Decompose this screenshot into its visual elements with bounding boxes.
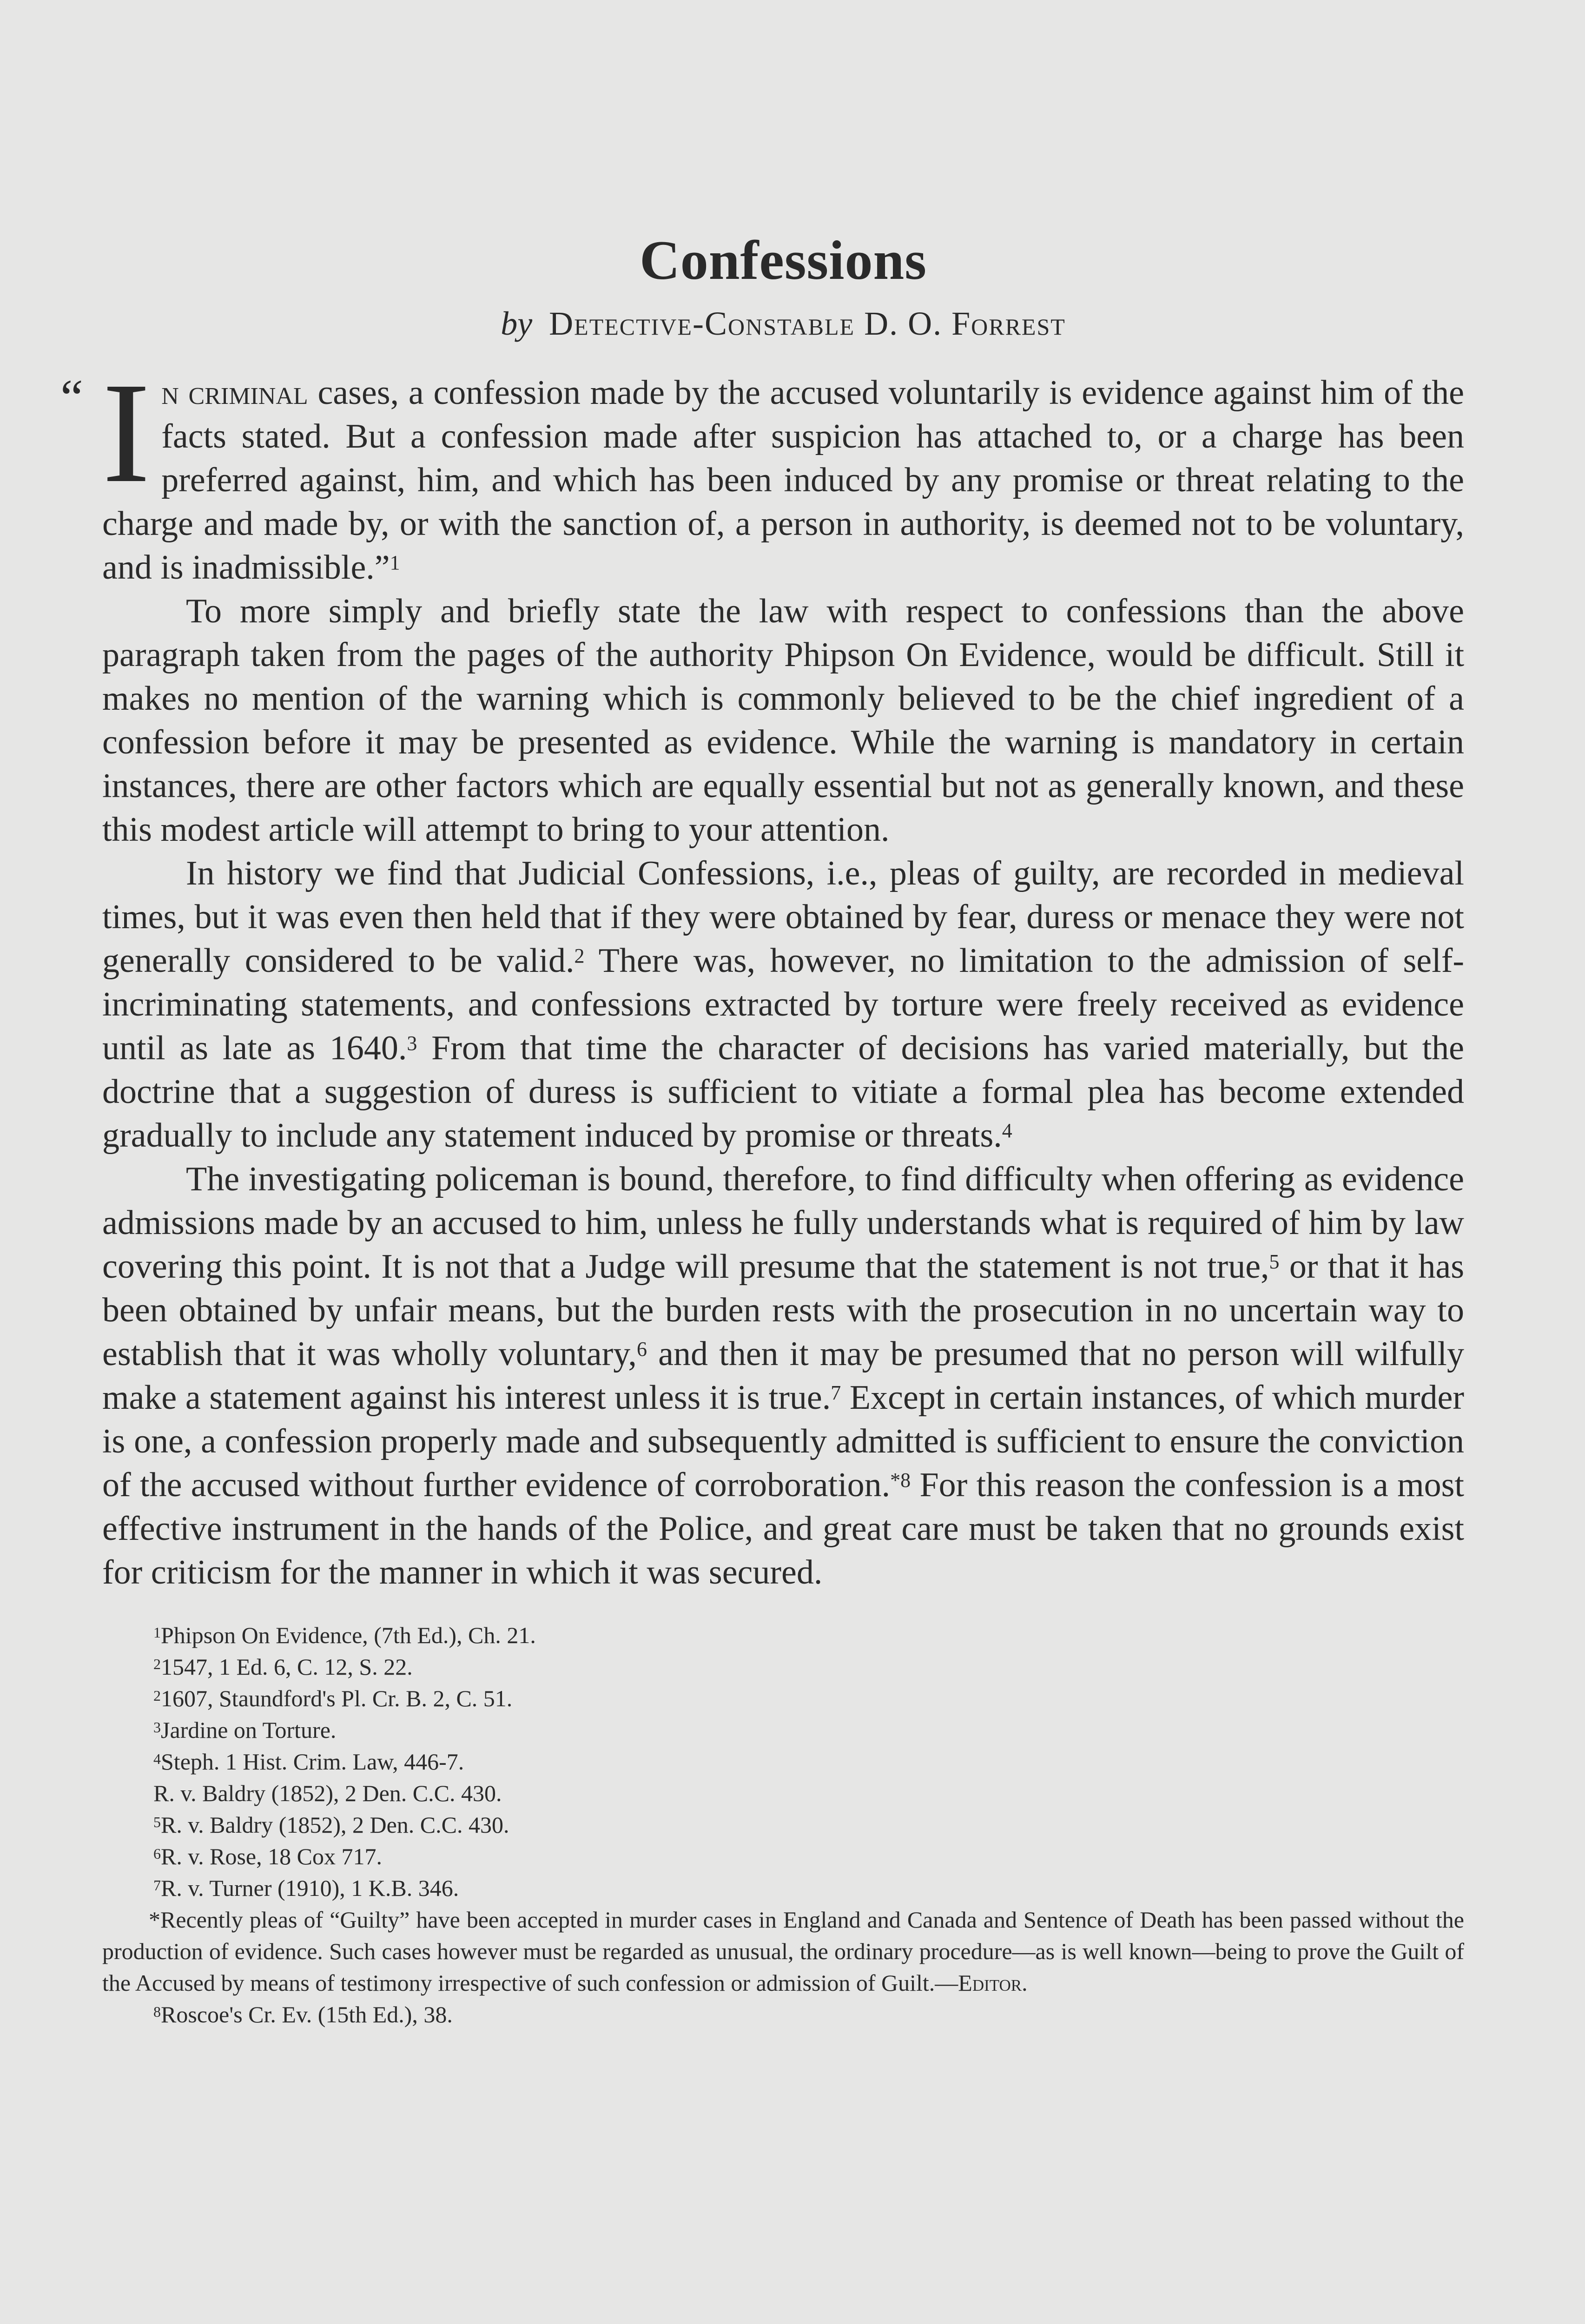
footnote bbox=[102, 1841, 1464, 1872]
footnote-mark: 7 bbox=[153, 1877, 161, 1894]
footnote bbox=[102, 1999, 1464, 2030]
footnote bbox=[102, 1619, 1464, 1651]
footnote bbox=[102, 1651, 1464, 1683]
footnote bbox=[102, 1746, 1464, 1777]
footnote-text: R. v. Turner (1910), 1 K.B. 346. bbox=[161, 1875, 459, 1901]
footnote-ref: 6 bbox=[636, 1338, 647, 1360]
paragraph-1 bbox=[60, 353, 1464, 589]
editor-note-text: *Recently pleas of “Guilty” have been accepted in murder cases in England and Canada and Sentence of Death has been passed without the production of evidence. Such cases however must be regarded as unusual, the ordinary procedure—as is well known—being to prove the Guilt of the Accused by means of testimony irrespective of such confession or admission of Guilt.— bbox=[102, 1907, 1464, 1996]
footnote bbox=[102, 1872, 1464, 1904]
drop-cap-quote: “ bbox=[60, 369, 83, 426]
paragraph-4-part-4: Except in certain instances, of which murder is one, a confession properly made and subsequently admitted is sufficient to ensure the conviction of the accused without further evidence of corroboration. bbox=[102, 1379, 1465, 1504]
footnote-mark: 6 bbox=[153, 1845, 161, 1862]
footnote-mark: 8 bbox=[153, 2003, 161, 2020]
footnote bbox=[102, 1777, 1464, 1809]
footnote-mark: 5 bbox=[153, 1814, 161, 1830]
footnote-text: 1607, Staundford's Pl. Cr. B. 2, C. 51. bbox=[161, 1685, 513, 1711]
footnote-ref: *8 bbox=[890, 1469, 911, 1492]
article bbox=[60, 223, 1465, 2030]
footnote-text: R. v. Baldry (1852), 2 Den. C.C. 430. bbox=[161, 1812, 509, 1838]
paragraph-4-part-1: The investigating policeman is bound, therefore, to find difficulty when offering as evidence admissions made by an accused to him, unless he fully understands what is required of him by law covering this point. It is not that a Judge will presume that the statement is not true, bbox=[102, 1160, 1464, 1286]
footnote-text: Phipson On Evidence, (7th Ed.), Ch. 21. bbox=[161, 1622, 536, 1648]
footnote-mark: 3 bbox=[153, 1719, 161, 1736]
footnote-text: R. v. Baldry (1852), 2 Den. C.C. 430. bbox=[153, 1780, 502, 1806]
footnote-text: Roscoe's Cr. Ev. (15th Ed.), 38. bbox=[161, 2001, 453, 2027]
footnote bbox=[102, 1714, 1464, 1746]
paragraph-1-text: cases, a confession made by the accused voluntarily is evidence against him of the facts stated. But a confession made after suspicion has attached to, or a charge has been preferred against, him, and which has been induced by any promise or threat relating to the charge and made by, or with the sanction of, a person in authority, is deemed not to be voluntary, and is inadmissible.” bbox=[102, 374, 1464, 587]
paragraph-3-part-1: In history we find that Judicial Confessions, i.e., pleas of guilty, are recorded in medieval times, but it was even then held that if they were obtained by fear, duress or menace they were not generally considered to be valid. bbox=[102, 854, 1464, 980]
drop-cap bbox=[60, 353, 161, 513]
paragraph-3-part-2: There was, however, no limitation to the admission of self-incriminating statements, and confessions extracted by torture were freely received as evidence until as late as 1640. bbox=[102, 942, 1464, 1067]
drop-cap-letter: I bbox=[102, 353, 151, 513]
footnotes bbox=[102, 1619, 1464, 2030]
footnote-mark: 1 bbox=[153, 1624, 161, 1641]
footnote-ref: 2 bbox=[574, 944, 585, 967]
paragraph-3-part-3: From that time the character of decisions has varied materially, but the doctrine that a suggestion of duress is sufficient to vitiate a formal plea has become extended gradually to include any statement induced by promise or threats. bbox=[102, 1029, 1464, 1155]
byline-by: by bbox=[501, 305, 533, 342]
paragraph-4-part-2: or that it has been obtained by unfair means, but the burden rests with the prosecution in no uncertain way to establish that it was wholly voluntary, bbox=[102, 1248, 1464, 1373]
footnote-ref: 4 bbox=[1002, 1119, 1012, 1142]
footnote-mark: 4 bbox=[153, 1750, 161, 1767]
paragraph-3 bbox=[102, 852, 1464, 1157]
footnote bbox=[102, 1683, 1464, 1714]
footnote-text: R. v. Rose, 18 Cox 717. bbox=[161, 1843, 382, 1869]
paragraph-4-part-3: and then it may be presumed that no person will wilfully make a statement against his interest unless it is true. bbox=[102, 1335, 1464, 1417]
editor-signature: Editor. bbox=[958, 1970, 1028, 1996]
footnote-ref: 1 bbox=[390, 551, 400, 574]
editor-note bbox=[102, 1904, 1464, 1999]
paragraph-4-part-5: For this reason the confession is a most effective instrument in the hands of the Police, and great care must be taken that no grounds exist for criticism for the manner in which it was secured. bbox=[102, 1466, 1464, 1591]
footnote-mark: 2 bbox=[153, 1687, 161, 1704]
article-body bbox=[60, 353, 1465, 1594]
lead-in-smallcaps: n criminal bbox=[161, 374, 308, 412]
article-title: Confessions bbox=[640, 229, 927, 291]
paragraph-2: To more simply and briefly state the law with respect to confessions than the above paragraph taken from the pages of the authority Phipson On Evidence, would be difficult. Still it makes no mention of the warning which is commonly believed to be the chief ingredient of a confession before it may be presented as evidence. While the warning is mandatory in certain instances, there are other factors which are equally essential but not as generally known, and these this modest article will attempt to bring to your attention. bbox=[102, 592, 1464, 849]
footnote-ref: 3 bbox=[407, 1032, 417, 1055]
footnote bbox=[102, 1809, 1464, 1841]
footnote-text: Jardine on Torture. bbox=[161, 1717, 337, 1743]
byline bbox=[102, 300, 1464, 347]
footnote-ref: 5 bbox=[1269, 1250, 1280, 1273]
footnote-text: Steph. 1 Hist. Crim. Law, 446-7. bbox=[161, 1749, 464, 1775]
footnote-mark: 2 bbox=[153, 1656, 161, 1672]
paragraph-4 bbox=[102, 1157, 1464, 1594]
byline-author: Detective-Constable D. O. Forrest bbox=[549, 305, 1066, 342]
footnote-ref: 7 bbox=[831, 1381, 841, 1404]
footnote-text: 1547, 1 Ed. 6, C. 12, S. 22. bbox=[161, 1654, 413, 1680]
